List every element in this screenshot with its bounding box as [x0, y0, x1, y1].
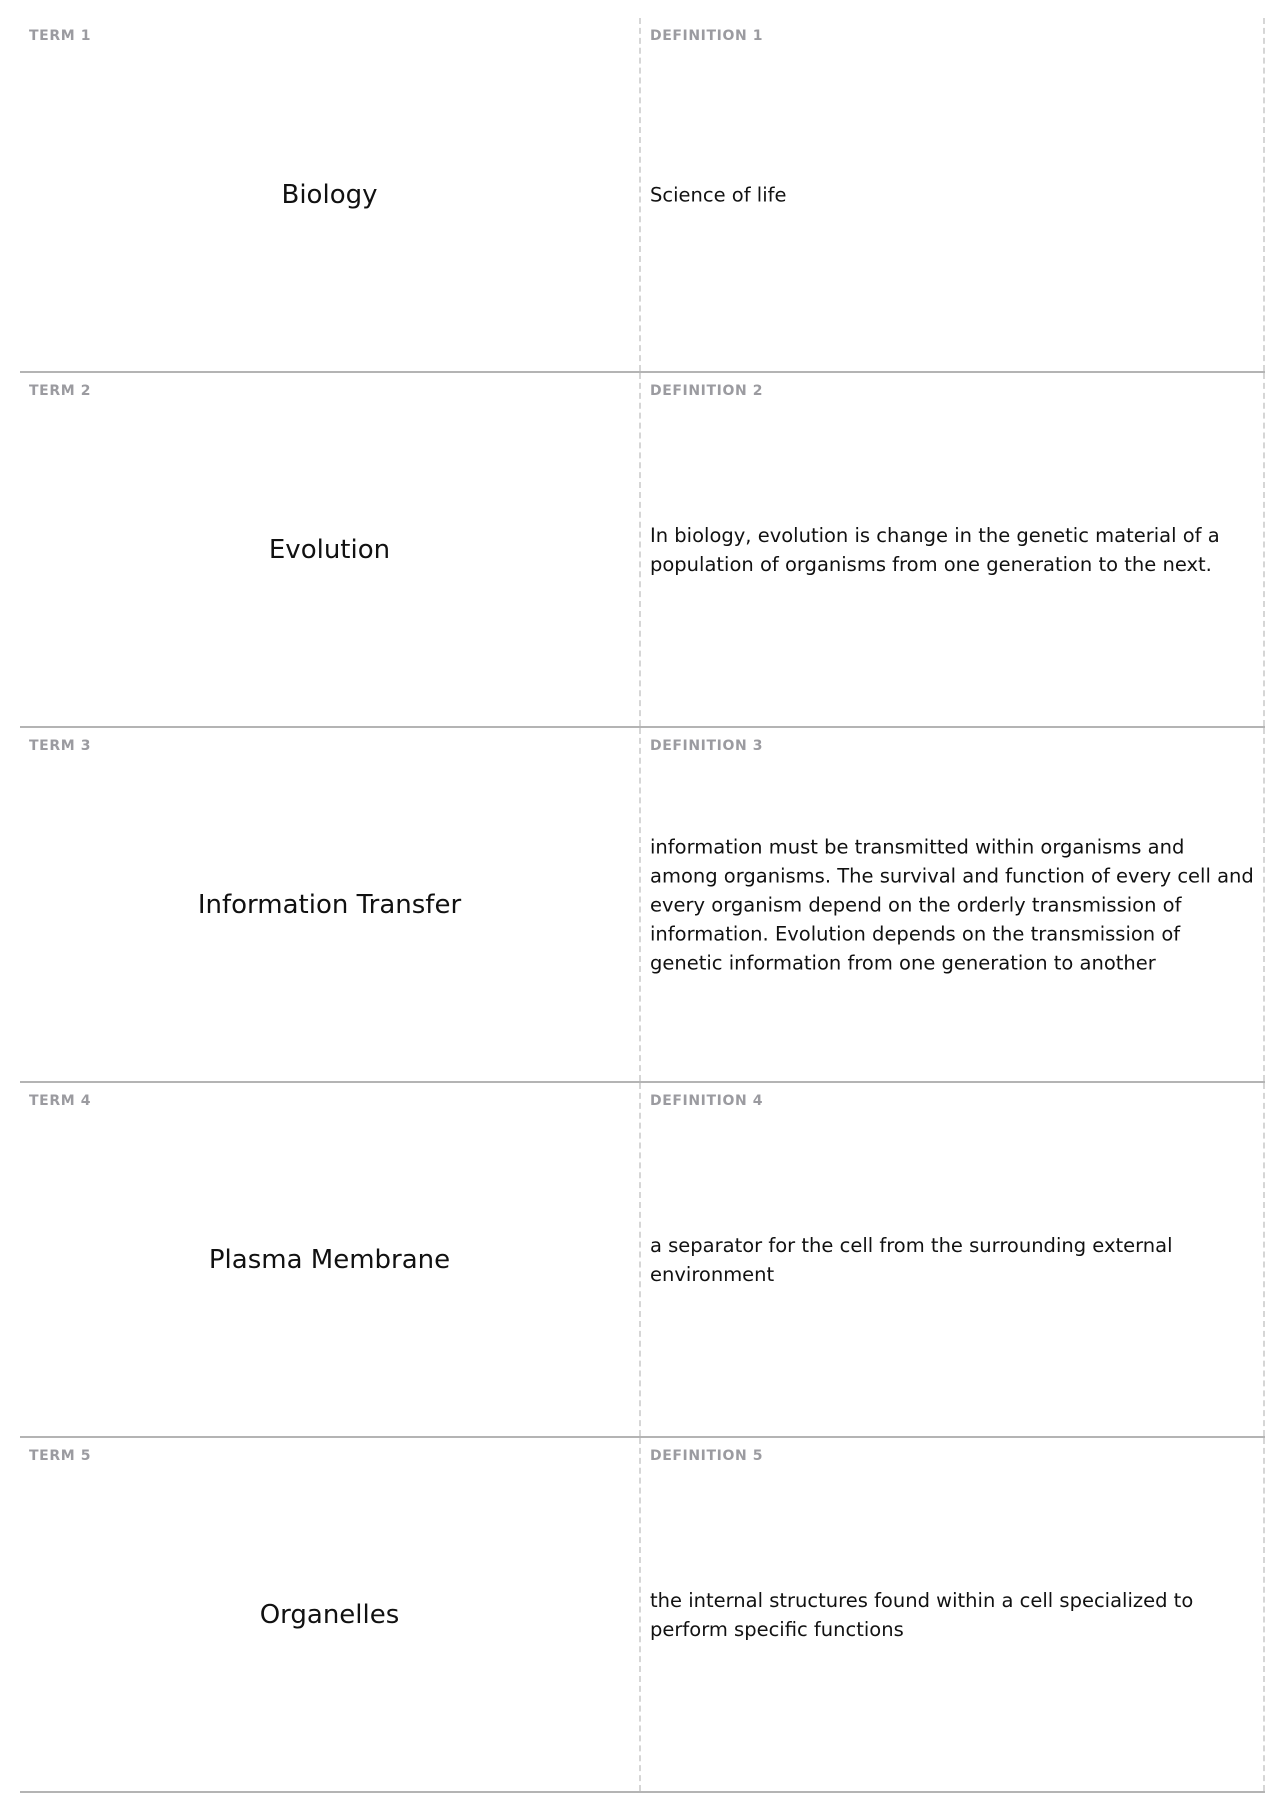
definition-text: In biology, evolution is change in the genetic material of a population of organisms from one generation to the next.: [650, 523, 1220, 576]
definition-cell: [641, 728, 1265, 1081]
term-label: TERM 5: [29, 1448, 92, 1464]
flashcard-row: [20, 1438, 1265, 1793]
flashcard-row: [20, 1083, 1265, 1438]
term-cell: [20, 18, 641, 371]
definition-text: information must be transmitted within organisms and among organisms. The survival and function of every cell and every organism depend on the orderly transmission of information. Evolution depends on the transmission of genetic information from one generation to another: [650, 835, 1254, 974]
definition-label: DEFINITION 5: [650, 1448, 764, 1464]
term-label: TERM 1: [29, 28, 92, 44]
term-label: TERM 4: [29, 1093, 92, 1109]
definition-label: DEFINITION 2: [650, 383, 764, 399]
term-cell: [20, 1438, 641, 1791]
term-label: TERM 2: [29, 383, 92, 399]
definition-label: DEFINITION 3: [650, 738, 764, 754]
flashcard-sheet: [20, 18, 1265, 1793]
definition-text: the internal structures found within a cell specialized to perform specific functions: [650, 1588, 1194, 1641]
term-text: Organelles: [259, 1599, 400, 1630]
term-cell: [20, 373, 641, 726]
definition-cell: [641, 18, 1265, 371]
term-text: Plasma Membrane: [208, 1244, 451, 1275]
flashcard-row: [20, 728, 1265, 1083]
definition-cell: [641, 1083, 1265, 1436]
term-cell: [20, 1083, 641, 1436]
term-cell: [20, 728, 641, 1081]
flashcard-row: [20, 18, 1265, 373]
definition-text: Science of life: [650, 183, 787, 206]
term-label: TERM 3: [29, 738, 92, 754]
flashcard-row: [20, 373, 1265, 728]
definition-cell: [641, 1438, 1265, 1791]
term-text: Information Transfer: [197, 889, 462, 920]
definition-label: DEFINITION 4: [650, 1093, 764, 1109]
term-text: Evolution: [268, 534, 391, 565]
term-text: Biology: [281, 179, 378, 210]
definition-cell: [641, 373, 1265, 726]
definition-label: DEFINITION 1: [650, 28, 764, 44]
definition-text: a separator for the cell from the surrounding external environment: [650, 1233, 1173, 1286]
